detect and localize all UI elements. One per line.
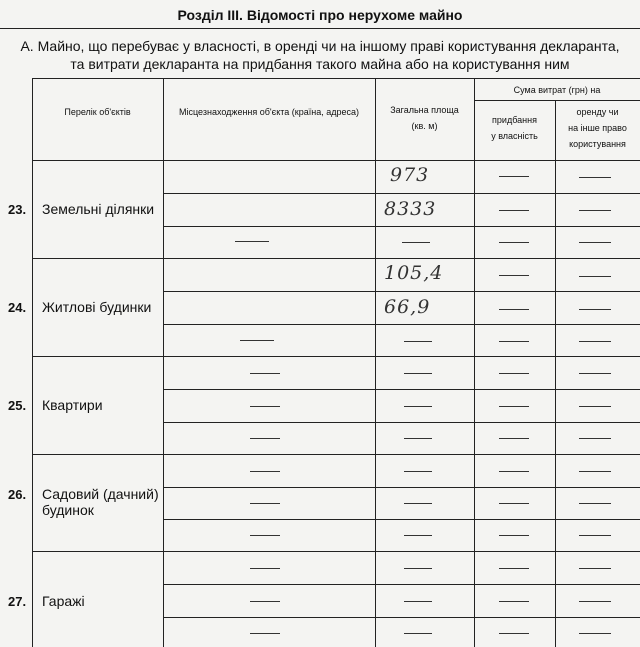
row-number: 24. — [8, 300, 27, 315]
header-rent: оренду чи на інше право користування — [568, 107, 627, 149]
row-number: 23. — [8, 202, 27, 217]
area-value: 8333 — [384, 198, 437, 220]
subtitle-line-2: та витрати декларанта на придбання такого майна або на користування ним — [70, 56, 570, 72]
area-value: 105,4 — [384, 262, 444, 284]
header-area: Загальна площа (кв. м) — [390, 105, 459, 131]
section-title: Розділ III. Відомості про нерухоме майно — [177, 7, 463, 23]
row-number: 27. — [8, 594, 27, 609]
area-value: 66,9 — [384, 296, 431, 318]
header-location: Місцезнаходження об'єкта (країна, адреса) — [179, 107, 359, 117]
header-objects: Перелік об'єктів — [64, 107, 131, 117]
row-number: 25. — [8, 398, 27, 413]
row-label-land: Земельні ділянки — [42, 201, 155, 217]
row-label-houses: Житлові будинки — [42, 299, 152, 315]
title-underline — [0, 28, 640, 29]
row-number: 26. — [8, 487, 27, 502]
subtitle-line-1: А. Майно, що перебуває у власності, в оренді чи на іншому праві користування декларанта, — [20, 38, 620, 54]
header-purchase: придбання у власність — [491, 115, 538, 141]
row-label-apartments: Квартири — [42, 397, 103, 413]
row-label-country-house: Садовий (дачний) будинок — [42, 486, 159, 518]
header-expenses: Сума витрат (грн) на — [513, 85, 601, 95]
area-value: 973 — [390, 164, 430, 186]
row-label-garages: Гаражі — [42, 593, 85, 609]
